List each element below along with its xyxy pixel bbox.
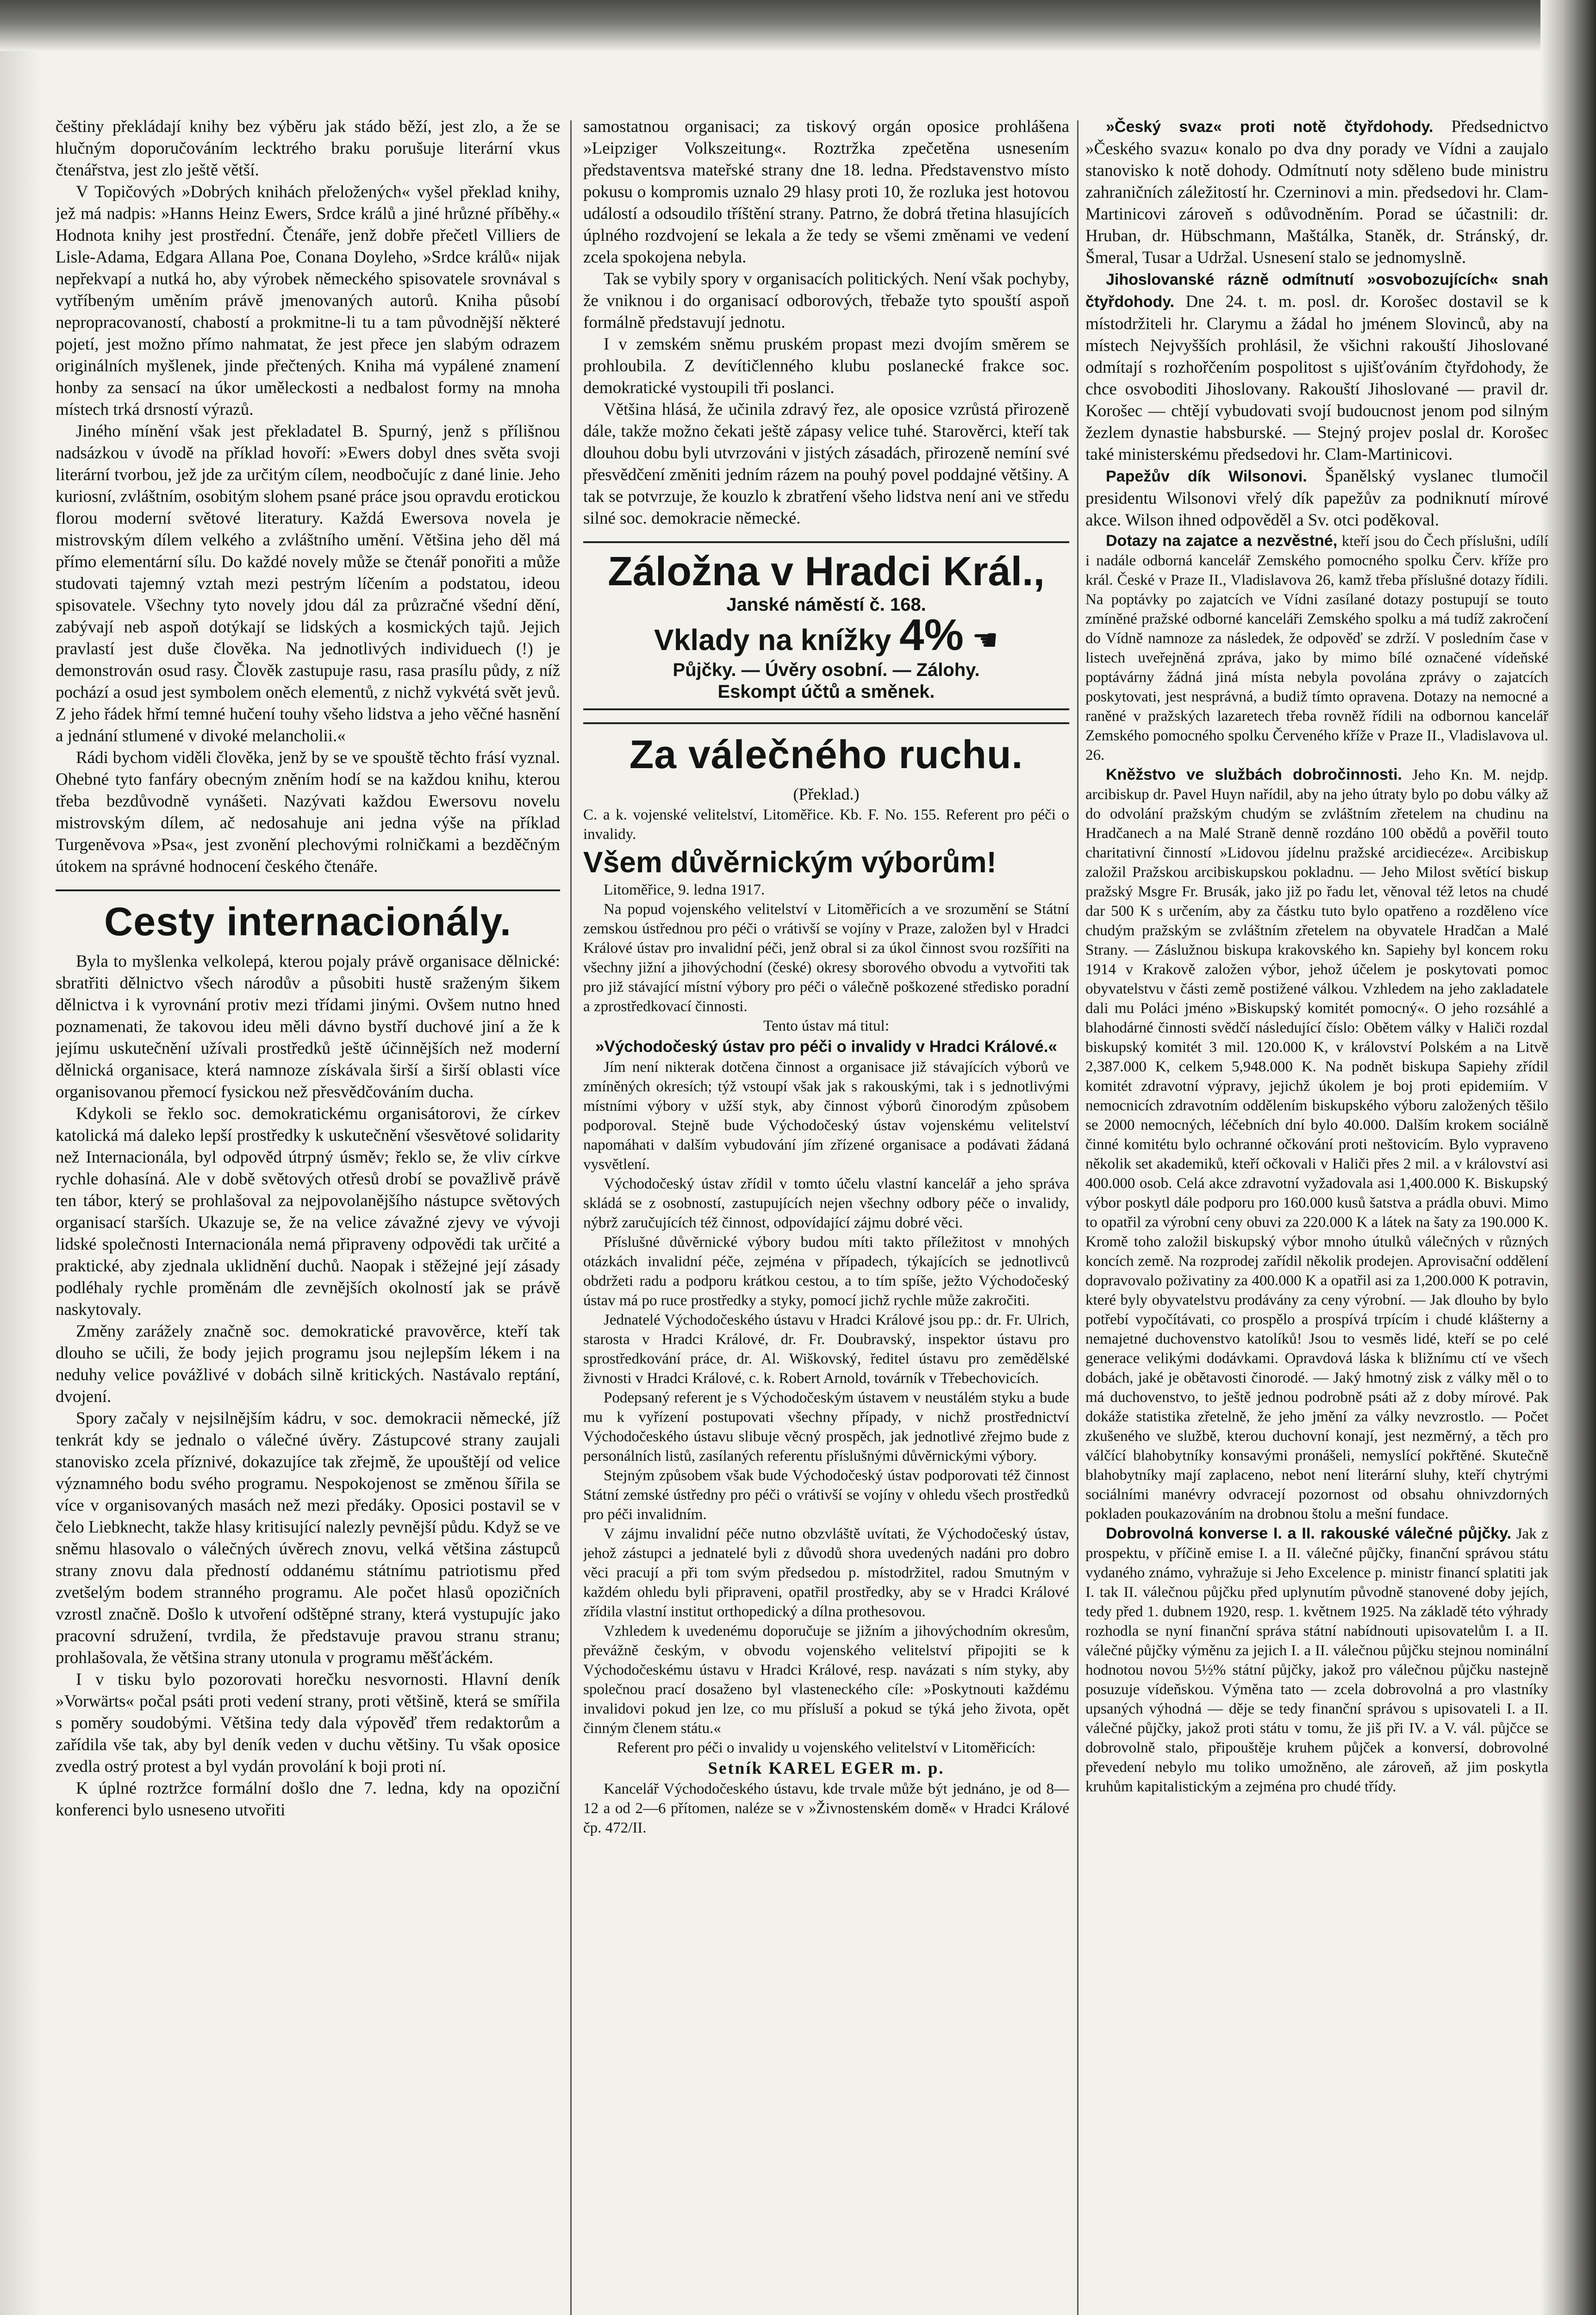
news-text: Jeho Kn. M. nejdp. arcibiskup dr. Pavel Huyn nařídil, aby na jeho útraty bylo po dobu války až do odvolání pražským chudým se zvláštním zřetelem na chudinu na Hradčanech a na Malé Straně denně rozdáno 100 obědů a pověřil touto charitativní činností »Lidovou jídelnu pražské arcidiecéze«. Arcibiskup založil Pražskou arcibiskupskou pokladnu. — Jeho Milost světící biskup pražský Msgre Fr. Brusák, jako již po řadu let, věnoval též letos na chudé dar 500 K s určením, aby za částku tuto bylo opatřeno a rozděleno více chudým pražským se zvláštním zřetelem na obyvatele Hradčan a Malé Strany. — Záslužnou biskupa krakovského kn. Sapiehy byl koncem roku 1914 v Krakově založen výbor, jehož účelem je poskytovati pomoc obyvatelstvu v části země postižené válkou. Vzhledem na jeho zakladatele dali mu Poláci jméno »Biskupský komitét pomocný«. O jeho rozsáhlé a blahodárné činnosti svědčí následující číslo: Obětem války v Haliči rozdal biskupský komitét 3 mil. 120.000 K, v království Polském a na Litvě 2,387.000 K, celkem 5,948.000 K. Na podnět biskupa Sapiehy zřídil komitét zdravotní výpravy, jejichž úkolem je boj proti epidemiím. V nemocnicích zdravotním oddělením biskupského výboru založených těšilo se 2000 nemocných, léčebních dní bylo 40.000. Dalším krokem sociálně činné komitétu bylo ochranné očkování proti neštovicím. Bylo vypraveno několik set akademiků, kteří očkovali v Haliči přes 2 mil. a v království asi 400.000 osob. Celá akce zdravotní vyžadovala asi 1,400.000 K. Biskupský výbor poskytl dále podporu pro 160.000 kusů šatstva a prádla obuvi. Mimo to opatřil za výrobní ceny obuvi za 220.000 K a látek na šaty za 190.000 K. Kromě toho založil biskupský výbor mnoho útulků válečných v různých koncích země. Na rozprodej zařídil několik prodejen. Aprovisační oddělení dopravovalo poživatiny za 400.000 K a opatřil asi za 1,200.000 K potravin, které byly obyvatelstvu prodávány za ceny výrobní. — Jak dlouho by bylo potřebí vypočítávati, co prospělo a prospívá trpícím i chudé klášterny a nemajetné duchovenstvo katolíků! Jsou to vesměs lidé, kteří se po celé generace velikými dodávkami. Opravdová láska k bližnímu ctí ve všech dobách, jaké je obětavosti činorodé. — Jaký hmotný zisk z války měl o to má duchovenstvo, to ještě jednou podrobně psáti až z doby mírové. Pak dokáže statistika zřetelně, že jeho jmění za války nevzrostlo. — Počet zkušeného ve službě, kterou duchovní konají, jest nezměrný, a těch pro válčící blahobytníky konsavými pronášeli, nemyslící pokřtěné. Skutečně blahobytníky mají zaplaceno, nebot není literární sluhy, kteří chytrými sociálními manévry odvracejí pozornost od obsahu ohnivzdorných pokladen poukazováním na drobnou štolu a mešní fundace. <box>1085 767 1548 1522</box>
bank-advertisement <box>583 541 1069 710</box>
paragraph: Příslušné důvěrnické výbory budou míti takto příležitost v mnohých otázkách invalidní péče, zejména v případech, týkajících se jednotlivců obdržeti radu a podporu krátkou cestou, a to tím spíše, ježto Východočeský ústav má po ruce prostředky a styky, pomocí jichž rychle může zakročiti. <box>583 1234 1069 1309</box>
paragraph: Většina hlásá, že učinila zdravý řez, ale oposice vzrůstá přirozeně dále, takže možno čekati ještě zápasy velice tuhé. Starověrci, kteří tak dlouhou dobu byli utvrzováni v jistých zásadách, přirozeně nemíní své přesvědčení změniti jedním rázem na pouhý povel poddajné většiny. A tak se potvrzuje, že kouzlo k zbratření všeho lidstva není ani ve středu silné soc. demokracie německé. <box>583 400 1069 528</box>
paragraph: Tento ústav má titul: <box>763 1018 889 1034</box>
paragraph: Na popud vojenského velitelství v Litoměřicích a ve srozumění se Státní zemskou ústřednou pro péči o vrátivší se vojíny v Praze, založen byl v Hradci Králové ústav pro invalidní péči, jenž obral si za úkol činnost svou rozšířiti na všechny jižní a jihovýchodní (české) okresy sborového obvodu a vytvořiti tak pro již stávající místní výbory pro péči o válečně poškozené středisko poradní a zprostředkovací činnosti. <box>583 901 1069 1015</box>
paragraph: Rádi bychom viděli člověka, jenž by se ve spouště těchto frásí vyznal. Ohebné tyto fanfáry obecným zněním hodí se na každou knihu, kterou třeba bezdůvodně vynášeti. Nazývati každou Ewersovu novelu mistrovským dílem, ač nedosahuje ani jedna výše na příklad Turgeněvova »Psa«, jest zvonění plechovými rolničkami a bezděčným útokem na správné hodnocení českého čtenáře. <box>56 748 560 876</box>
column-rule <box>570 120 572 2315</box>
dateline: Litoměřice, 9. ledna 1917. <box>604 882 765 898</box>
ad-address: Janské náměstí č. 168. <box>726 594 926 615</box>
column-left <box>56 116 560 2315</box>
news-item <box>1085 531 1548 765</box>
scan-left-edge <box>0 0 42 2315</box>
paragraph: Východočeský ústav zřídil v tomto účelu vlastní kancelář a jeho správa skládá se z osobností, zastupujících nejen všechny odbory péče o invalidy, nýbrž zaručujících též činnost, odpovídající zájmu dobré věci. <box>583 1176 1069 1231</box>
paragraph: Jím není nikterak dotčena činnost a organisace již stávajících výborů ve zmíněných okresích; týž vstoupí však jak s rakouskými, tak i s jednotlivými místními výbory v užší styk, aby činnost výborů činorodým způsobem podporoval. Stejně bude Východočeský ústav vojenskému velitelství napomáhati v dalším vybudování jím zřízené organisace a podávati žádaná vysvětlení. <box>583 1059 1069 1173</box>
ad-rate-value: 4% <box>899 610 964 660</box>
appeal-title: Všem důvěrnickým výborům! <box>583 845 997 879</box>
notice-header: C. a k. vojenské velitelství, Litoměřice. Kb. F. No. 155. Referent pro péči o invalidy. <box>583 807 1069 843</box>
paragraph: Spory začaly v nejsilnějším kádru, v soc. demokracii německé, jíž tenkrát kdy se jednalo o válečné úvěry. Zástupcové strany zaujali stanovisko zcela příznivé, dokazujíce tak zřejmě, že upouštějí od velice významného bodu svého programu. Nespokojenost se změnou šířila se více v organisovaných masách než mezi předáky. Oposici postavil se v čelo Liebknecht, takže hlasy kritisující nalezly pevnější půdu. Když se ve sněmu hlasovalo o válečných úvěrech znovu, velká většina zástupců strany znovu dala předností oddanému státnímu patriotismu před zvetšelým bodem stranného programu. Ale počet hlasů opozičních vzrostl značně. Došlo k utvoření odštěpné strany, která vystupujíc jako pracovní sdružení, tvrdila, že představuje pravou stranu stranu; prohlašovala, že většina strany utonula v programu měšťáckém. <box>56 1409 560 1667</box>
news-lead: Dobrovolná konverse I. a II. rakouské válečné půjčky. <box>1106 1525 1512 1542</box>
paragraph: Změny zarážely značně soc. demokratické pravověrce, kteří tak dlouho se učili, že body jejich programu jsou nejlepším lékem i na neduhy velice povážlivé v dobách silně kritických. Nastávalo reptání, dvojení. <box>56 1322 560 1406</box>
paragraph: K úplné roztržce formální došlo dne 7. ledna, kdy na opoziční konferenci bylo usneseno utvořiti <box>56 1779 560 1820</box>
paragraph: češtiny překládají knihy bez výběru jak stádo běží, jest zlo, a že se hlučným doporučováním lecktrého braku porušuje literární vkus čtenářstva, jest zlo ještě větší. <box>56 117 560 180</box>
paragraph: Kancelář Východočeského ústavu, kde trvale může být jednáno, je od 8—12 a od 2—6 přítomen, naléze se v »Živnostenském domě« v Hradci Králové čp. 472/II. <box>583 1781 1069 1836</box>
news-item <box>1085 465 1548 531</box>
paragraph: Kdykoli se řeklo soc. demokratickému organisátorovi, že církev katolická má daleko lepší prostředky k uskutečnění všesvětové solidarity než Internacionála, byl odpověd útrpný úsměv; řeklo se, že vliv církve rychle dohasíná. Ale v době světových otřesů drobí se považlivě právě ten tábor, který se prohlašoval za nejpovolanějšího nástupce světových organisací starších. Ukazuje se, že na velice závažné zjevy ve vývoji lidské společnosti Internacionála nemá připraveny odpovědi tak určité a praktické, aby zjednala uklidnění duchů. Naopak i stěžejné její zásady podléhaly rychle proměnám dle zevnějších okolností jak se právě naskytovaly. <box>56 1104 560 1319</box>
column-middle <box>583 116 1069 2315</box>
paragraph: I v zemském sněmu pruském propast mezi dvojím směrem se prohloubila. Z devítičlenného klubu poslanecké frakce soc. demokratické vystoupili tři poslanci. <box>583 335 1069 397</box>
ad-services: Půjčky. — Úvěry osobní. — Zálohy. <box>673 660 980 680</box>
news-lead: »Český svaz« proti notě čtyřdohody. <box>1106 118 1434 136</box>
column-rule <box>1077 120 1079 2315</box>
paragraph: Podepsaný referent je s Východočeským ústavem v neustálém styku a bude mu k vyřízení postupovati všechny případy, v nichž prostřednictví Východočeského ústavu slibuje věcný prospěch, jak jednotlivé zřejmo bude z personálních listů, zasílaných referentu příslušnými důvěrnickými výbory. <box>583 1389 1069 1464</box>
article-title: Za válečného ruchu. <box>583 722 1069 777</box>
news-item <box>1085 1524 1548 1796</box>
news-text: Španělský vyslanec tlumočil presidentu Wilsonovi vřelý dík papežův za podniknutí mírové akce. Wilson ihned odpověděl a Sv. otci poděkoval. <box>1085 467 1548 530</box>
paragraph: Jednatelé Východočeského ústavu v Hradci Králové jsou pp.: dr. Fr. Ulrich, starosta v Hradci Králové, dr. Fr. Doubravský, inspektor ústavu pro sprostředkování práce, dr. Al. Wiškovský, ředitel ústavu pro zemědělské živnosti v Hradci Králové, c. k. Robert Arnold, továrník v Třebechovicích. <box>583 1312 1069 1387</box>
paragraph: Jiného mínění však jest překladatel B. Spurný, jenž s přílišnou nadsázkou v úvodě na příklad hovoří: »Ewers dobyl dnes světa svoji literární tvorbou, jež jde za určitým cílem, neodbočujíc z dané linie. Jeho kuriosní, zvláštním, osobitým slohem psané práce jsou opravdu erotickou florou moderní světové literatury. Každá Ewersova novela je mistrovským dílem velkého a zvláštního umění. Většina jeho děl má přímo elementární sílu. Do každé novely může se čtenář ponořiti a může studovati tajemný vztah mezi pestrým líčením a podstatou, ideou spisovatele. Všechny tyto novely jdou dál za průzračné všední dění, zabývají neb aspoň dotýkají se lidských a kosmických tajů. Jejich pravlastí jest duše člověka. Na jednotlivých individuech (!) je demonstrován osud rasy. Člověk zastupuje rasu, rasa prasílu půdy, z níž pochází a osud jest symbolem oněch elementů, z nichž vykvétá svět jevů. Z jeho řádek hřmí temné hučení touhy všeho lidstva a jeho věčné hasnění a jednání stlumené v divoké melancholii.« <box>56 422 560 745</box>
paragraph: V zájmu invalidní péče nutno obzvláště uvítati, že Východočeský ústav, jehož zástupci a jednatelé byli z důvodů shora uvedených nadáni pro dobro věci pracují a při tom svým předsedou p. místodržitel, radou Smutným v každém ohledu byli připraveni, opatřil prostředky, aby se v Hradci Králové zřídila vlastní institut orthopedický a dílna prothesovou. <box>583 1526 1069 1620</box>
news-text: Dne 24. t. m. posl. dr. Korošec dostavil se k místodržiteli hr. Clarymu a žádal ho jménem Slovinců, aby na místech Nejvyšších prohlásil, že všichni rakouští Jihoslované odmítají s rozhořčením pospolitost s ujišťováním čtyřdohody, že chce osvoboditi Jihoslovany. Rakouští Jihoslované — pravil dr. Korošec — chtějí vybudovati svojí budoucnost jenom pod silným žezlem dynastie habsburské. — Stejný projev poslal dr. Korošec také ministerskému předsedovi hr. Clam-Martinicovi. <box>1085 292 1548 464</box>
column-right <box>1085 116 1548 2315</box>
paragraph: Vzhledem k uvedenému doporučuje se jižním a jihovýchodním okresům, převážně českým, v obvodu vojenského velitelství připojiti se k Východočeskému ústavu v Hradci Králové, resp. navázati s ním styky, aby společnou prací dosaženo byl vlasteneckého cíle: »Poskytnouti každému invalidovi pokud jen lze, co mu přísluší a pokud se týká jeho života, opět činným členem státu.« <box>583 1623 1069 1737</box>
scan-top-edge <box>0 0 1596 51</box>
news-text: kteří jsou do Čech příslušni, udílí i nadále odborná kancelář Zemského pomocného spolku Červ. kříže pro král. České v Praze II., Vladislavova 26, kamž třeba příslušné dotazy řídili. Na poptávky po zajatcích ve Vídni zasílané dotazy postupují se touto zmíněné pražské odborné kanceláři Zemského spolku a má tudíž zakročení do Vídně namnoze za následek, že odpověď se zdrží. V posledním čase v listech uveřejněná zpráva, jako by mimo bílé označené vídeňské poptávárny žádná jiná místa nebyla povolána zprávy o zajatcích poskytovati, jest nesprávná, a budiž tímto opravena. Dotazy na nemocné a raněné v pražských lazaretech třeba rovněž řídili na odbornou kancelář Zemského pomocného spolku Červeného kříže v Praze II., Vladislavova ul. 26. <box>1085 533 1548 763</box>
paragraph: I v tisku bylo pozorovati horečku nesvornosti. Hlavní deník »Vorwärts« počal psáti proti vedení strany, proti většině, která se smířila s poměry soudobými. Většina tedy dala výpověď třem redaktorům a zařídila vše tak, aby byl deník veden v duchu většiny. Tu však oposice zvedla ostrý protest a byl vydán provolání k boji proti ní. <box>56 1670 560 1776</box>
scan-right-edge <box>1540 0 1596 2315</box>
news-item <box>1085 765 1548 1524</box>
signature: Setník KAREL EGER m. p. <box>708 1759 945 1778</box>
paragraph: samostatnou organisaci; za tiskový orgán oposice prohlášena »Leipziger Volkszeitung«. Roztržka zpečetěna usnesením představentsva mateřské strany dne 18. ledna. Představenstvo místo pokusu o kompromis uznalo 29 hlasy proti 10, že rozluka jest hotovou událostí a odsoudilo tříštění strany. Patrno, že dobrá třetina hlasujících úplného rozdvojení se lekala a že tedy se všemi změnami ve vedení zcela spokojena nebyla. <box>583 117 1069 267</box>
closing-line: Referent pro péči o invalidy u vojenského velitelství v Litoměřicích: <box>617 1739 1036 1756</box>
article-title: Cesty internacionály. <box>56 889 560 944</box>
paragraph: V Topičových »Dobrých knihách přeložených« vyšel překlad knihy, jež má nadpis: »Hanns Heinz Ewers, Srdce králů a jiné hrůzné příběhy.« Hodnota knihy jest prostřední. Čtenáře, jenž dobře přečetl Villiers de Lisle-Adama, Edgara Allana Poe, Conana Doyleho, »Srdce králů« nijak nepřekvapí a nutká ho, aby výrobek německého spisovatele srovnával s vytříbeným uměním právě jmenovaných autorů. Kniha působí nepropracovaností, chabostí a prokmitne-li tu a tam původnější některé pojetí, jest možno přímo nahmatat, že jest přece jen slabým odrazem originálních myšlenek, jinde přečtených. Kniha má vypálené znamení honby za sensací na úkor uměleckosti a nedbalost formy na mnoha místech trká drsností výrazů. <box>56 182 560 419</box>
news-lead: Kněžstvo ve službách dobročinnosti. <box>1106 766 1402 783</box>
news-lead: Papežův dík Wilsonovi. <box>1106 468 1307 485</box>
news-item <box>1085 116 1548 269</box>
ad-title: Záložna v Hradci Král., <box>608 548 1045 594</box>
news-text: Předsednictvo »Českého svazu« konalo po dva dny porady ve Vídni a zaujalo stanovisko k notě dohody. Odmítnutí noty sděleno bude ministru zahraničních záležitostí hr. Czerninovi a min. předsedovi hr. Clam-Martinicovi zároveň s odůvodněním. Porad se účastnili: dr. Hruban, dr. Hübschmann, Maštálka, Staněk, dr. Stránský, dr. Šmeral, Tusar a Udržal. Usnesení stalo se jednomyslně. <box>1085 117 1548 267</box>
news-item <box>1085 269 1548 465</box>
news-lead: Jihoslovanské rázně odmítnutí »osvobozujících« snah čtyřdohody. <box>1085 271 1548 311</box>
institute-name: »Východočeský ústav pro péči o invalidy v Hradci Králové.« <box>595 1038 1057 1056</box>
ad-services: Eskompt účtů a směnek. <box>717 682 935 702</box>
pointing-hand-icon: ☚ <box>972 623 998 657</box>
ad-rate <box>583 610 1069 660</box>
paragraph: Tak se vybily spory v organisacích politických. Není však pochyby, že vniknou i do organisací odborových, třebaže tyto spouští aspoň formálně představují jednotu. <box>583 269 1069 332</box>
article-subtitle: (Překlad.) <box>793 785 860 803</box>
paragraph: Stejným způsobem však bude Východočeský ústav podporovati též činnost Státní zemské ústředny pro péči o vrátivší se vojíny v ohledu všech prostředků pro péči invalidním. <box>583 1467 1069 1523</box>
ad-rate-label: Vklady na knížky <box>654 623 892 657</box>
news-text: Jak z prospektu, v příčině emise I. a II. válečné půjčky, finanční správou státu vydaného známo, vyhražuje si Jeho Excelence p. ministr financí splatiti jak I. tak II. válečnou půjčku před uplynutím původně stanovené doby jejích, tedy před 1. dubnem 1920, resp. 1. květnem 1925. Na základě této výhrady rozhodla se nyní finanční správa státní nabídnouti upisovatelům I. a II. válečné půjčky výměnu za jejich I. a II. válečnou půjčku stejnou nominální hodnotou novou 5½% státní půjčky, jakož pro válečnou půjčku nastejně posuzuje vídeňskou. Výměna tato — zcela dobrovolná a pro vlastníky upsaných výhodná — děje se tedy finanční správou s upisovateli I. a II. válečné půjčky, jakož proti státu v tomu, že jiš při IV. a V. vál. půjčce se dobrovolně stalo, připouštěje kruhem půjček a konversí, dobrovolné převedení nebylo mu toliko umožněno, ale zároveň, až jim poskytla kruhům kapitalistickým a zejména pro chudé třídy. <box>1085 1526 1548 1795</box>
paragraph: Byla to myšlenka velkolepá, kterou pojaly právě organisace dělnické: sbratřiti dělnictvo všech národův a působiti hustě sraženým šikem dělnictva i k vyrovnání protiv mezi třídami jinými. Ovšem nutno hned poznamenati, že takovou ideu měli dávno bystří duchové jiní a že k jejímu uskutečnění užívali prostředků ještě účinnějších než moderní dělnická organisace, která namnoze získávala širší a širší oblasti více organisovanou přemocí fysickou než přesvědčováním ducha. <box>56 952 560 1101</box>
news-lead: Dotazy na zajatce a nezvěstné, <box>1106 532 1338 550</box>
